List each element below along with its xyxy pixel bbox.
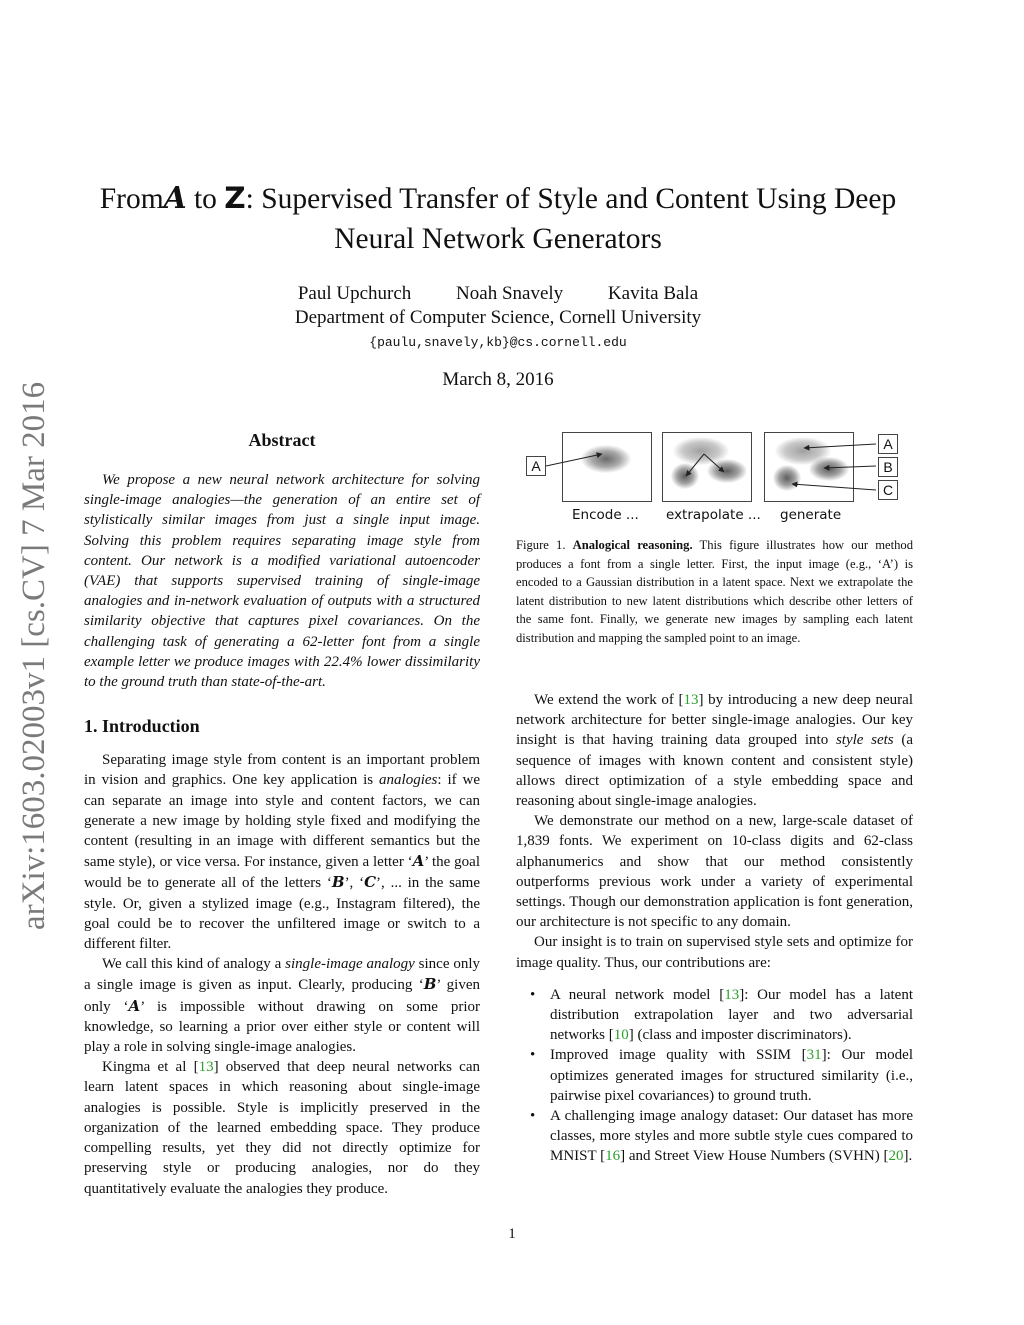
intro-paragraph-1 — [84, 750, 480, 954]
text-run: ] and Street View House Numbers (SVHN) [ — [620, 1148, 889, 1165]
title-from: From — [99, 183, 164, 215]
step-label-encode: Encode ... — [572, 507, 639, 523]
right-paragraph-2: We demonstrate our method on a new, large-scale dataset of 1,839 fonts. We experiment on 10-class digits and 62-class alphanumerics and show that our method consistently outperforms previous work under a variety of experimental settings. Though our demonstration application is font generation, our architecture is not specific to any domain. — [516, 813, 913, 931]
text-run: ’ is impossible without drawing on some prior knowledge, so learning a prior over either style or content will play a role in solving single-image analogies. — [84, 998, 480, 1056]
left-column — [84, 428, 480, 1199]
title-rest-line1: : Supervised Transfer of Style and Content Using Deep — [245, 183, 897, 215]
generate-arrow — [804, 444, 876, 448]
text-run: analogies — [379, 772, 438, 789]
citation-link[interactable]: 16 — [605, 1148, 621, 1165]
bullet-icon: • — [530, 986, 536, 1003]
author-name: Noah Snavely — [456, 283, 564, 304]
intro-paragraph-3 — [84, 1057, 480, 1198]
introduction-heading: 1. Introduction — [84, 716, 200, 737]
text-run: ]: Our model optimizes generated images for structured similarity (i.e., pairwise pixel covariances) to ground truth. — [550, 1047, 913, 1104]
title-to: to — [186, 183, 225, 215]
text-run: since only a single image is given as input. Clearly, producing ‘ — [84, 956, 480, 994]
citation-link[interactable]: 10 — [613, 1027, 629, 1044]
text-run: ] by introducing a new deep neural network architecture for better single-image analogies. Our key insight is that having training data grouped into — [516, 692, 913, 749]
extrapolate-arrow — [704, 454, 724, 472]
author-name: Paul Upchurch — [297, 283, 412, 304]
paper-title — [90, 178, 906, 259]
encode-arrow — [546, 454, 602, 466]
text-run: ] observed that deep neural networks can learn latent spaces in which reasoning about single-image analogies is possible. Style is implicitly preserved in the organization of the learned embedding space. They produce compelling results, yet they did not directly optimize for preserving style or producing analogies, nor do they quantitatively evaluate the analogies they produce. — [84, 1059, 480, 1197]
publication-date: March 8, 2016 — [442, 369, 554, 390]
author-name: Kavita Bala — [607, 283, 699, 304]
glyph-b: B — [423, 975, 437, 994]
text-run: ’, ... in the same style. Or, given a stylized image (e.g., Instagram filtered), the goal could be to recover the unfiltered image or switch to a different filter. — [84, 875, 480, 953]
figure-1 — [516, 428, 916, 528]
right-column — [516, 690, 913, 1167]
text-run: : if we can separate an image into style and content factors, we can generate a new image by holding style fixed and modifying the content (resulting in an image with different semantics but the same style), or vice versa. For instance, given a letter ‘ — [84, 772, 481, 871]
list-item — [516, 1045, 913, 1106]
figure-caption — [516, 536, 913, 647]
text-run: ’ given only ‘ — [84, 977, 480, 1015]
abstract-text: We propose a new neural network architecture for solving single-image analogies—the generation of an entire set of stylistically similar images from just a single input image. Solving this problem requires separating image style from content. Our network is a modified variational autoencoder (VAE) that supports supervised training of single-image analogies and in-network evaluation of outputs with a structured similarity objective that captures pixel covariances. On the challenging task of generating a 62-letter font from a single example letter we produce images with 22.4% lower dissimilarity to the ground truth than state-of-the-art. — [84, 472, 480, 691]
citation-link[interactable]: 20 — [888, 1148, 904, 1165]
glyph-a: A — [128, 996, 141, 1015]
caption-title: Analogical reasoning. — [572, 538, 693, 552]
glyph-a: A — [412, 852, 425, 871]
output-letter-box: C — [878, 480, 898, 500]
right-paragraph-1 — [516, 690, 913, 811]
title-line2: Neural Network Generators — [334, 223, 662, 255]
extrapolate-arrow — [686, 454, 704, 476]
list-item — [516, 985, 913, 1046]
author-list — [90, 282, 906, 306]
arxiv-identifier: arXiv:1603.02003v1 [cs.CV] 7 Mar 2016 — [16, 381, 52, 930]
output-letter-box: A — [878, 434, 898, 454]
text-run: We extend the work of [ — [534, 692, 684, 708]
page-number: 1 — [508, 1226, 516, 1242]
glyph-c: C — [364, 873, 377, 892]
citation-link[interactable]: 13 — [198, 1059, 214, 1076]
bullet-icon: • — [530, 1108, 536, 1125]
text-run: ] (class and imposter discriminators). — [628, 1027, 852, 1044]
text-run: ’, ‘ — [344, 875, 365, 892]
text-run: style sets — [835, 732, 894, 749]
text-run: ]: Our model has a latent distribution extrapolation layer and two adversarial networks [ — [550, 986, 913, 1044]
text-run: A neural network model [ — [550, 986, 725, 1003]
list-item — [516, 1106, 913, 1167]
input-letter-box: A — [526, 456, 546, 476]
citation-link[interactable]: 31 — [806, 1047, 822, 1064]
text-run: single-image analogy — [285, 956, 415, 973]
step-label-generate: generate — [780, 507, 842, 523]
generate-arrow — [824, 466, 876, 468]
text-run: ]. — [903, 1148, 913, 1165]
caption-text: This figure illustrates how our method produces a font from a single letter. First, the input image (e.g., ‘A’) is encoded to a Gaussian distribution in a latent space. Next we extrapolate the latent distribution to new latent distributions which describe other letters of the same font. Finally, we generate new images by sampling each latent distribution and mapping the sampled point to an image. — [516, 538, 914, 645]
text-run: A challenging image analogy dataset: Our dataset has more classes, more styles and more subtle style cues compared to MNIST [ — [550, 1108, 913, 1165]
caption-prefix: Figure 1. — [516, 538, 573, 552]
citation-link[interactable]: 13 — [683, 692, 699, 708]
text-run: Kingma et al [ — [102, 1059, 199, 1076]
generate-arrow — [792, 484, 876, 490]
bullet-icon: • — [530, 1047, 536, 1064]
contributions-list — [516, 985, 913, 1167]
title-letter-a: A — [163, 180, 187, 215]
text-run: We call this kind of analogy a — [102, 956, 286, 973]
abstract-heading: Abstract — [248, 430, 316, 450]
glyph-b: B — [331, 873, 345, 892]
text-run: (a sequence of images with known content and consistent style) allows direct optimization of a style embedding space and reasoning about single-image analogies. — [516, 732, 913, 810]
text-run: Improved image quality with SSIM [ — [550, 1047, 807, 1064]
right-paragraph-3: Our insight is to train on supervised style sets and optimize for image quality. Thus, our contributions are: — [516, 934, 913, 971]
text-run: ’ the goal would be to generate all of the letters ‘ — [84, 854, 480, 892]
text-run: Separating image style from content is an important problem in vision and graphics. One key application is — [84, 752, 480, 789]
intro-paragraph-2 — [84, 954, 480, 1057]
affiliation: Department of Computer Science, Cornell University — [294, 307, 702, 328]
title-letter-z: Z — [224, 181, 246, 215]
email-address: {paulu,snavely,kb}@cs.cornell.edu — [369, 335, 627, 350]
output-letter-box: B — [878, 457, 898, 477]
citation-link[interactable]: 13 — [724, 986, 740, 1003]
step-label-extrapolate: extrapolate ... — [666, 507, 761, 523]
